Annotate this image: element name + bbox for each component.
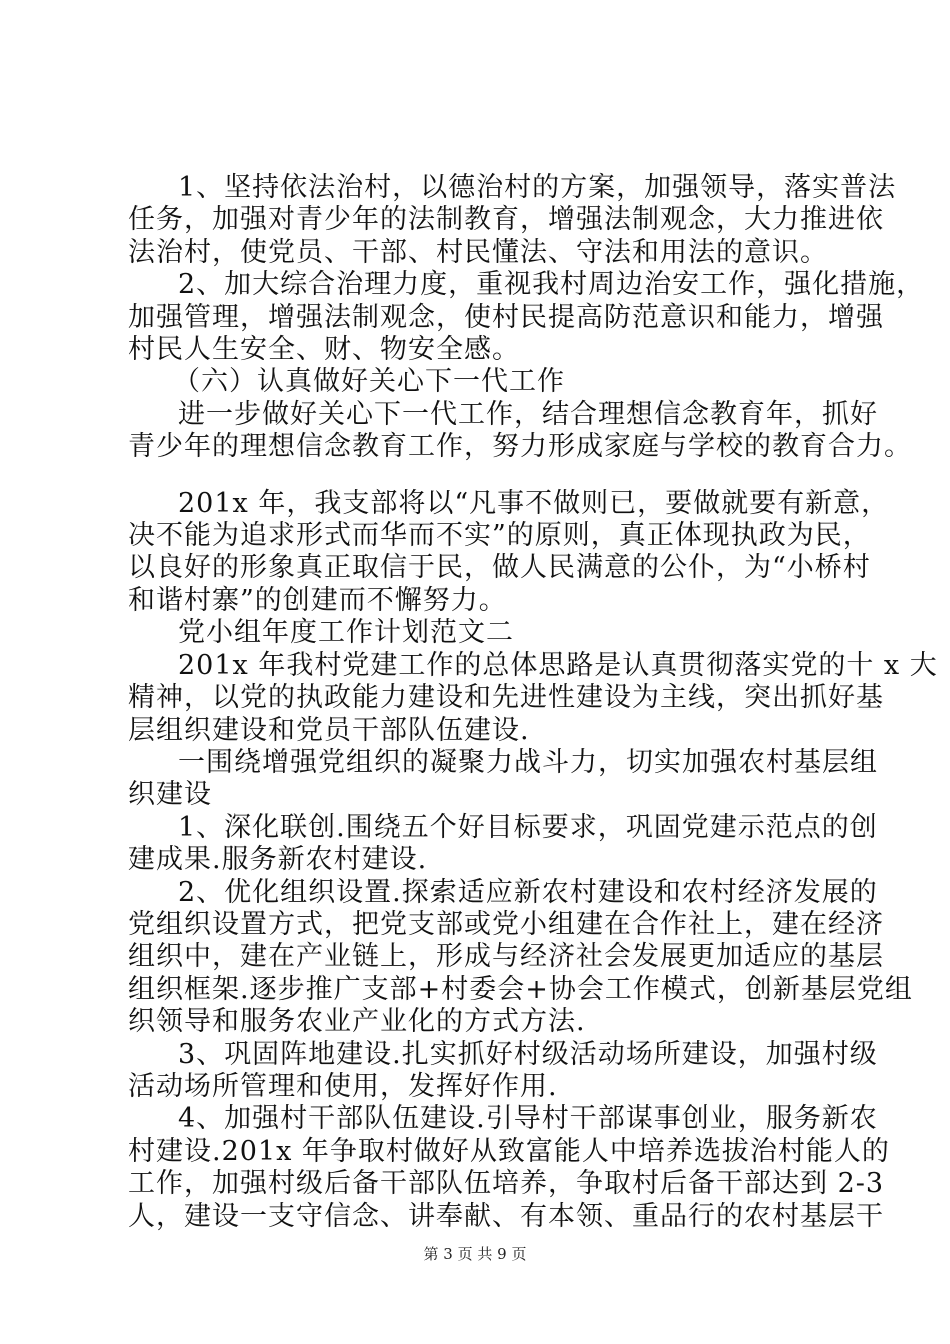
paragraph-line: 任务，加强对青少年的法制教育，增强法制观念，大力推进依	[128, 204, 884, 236]
paragraph-gap	[128, 464, 838, 488]
paragraph-line: 1、深化联创.围绕五个好目标要求，巩固党建示范点的创	[178, 811, 878, 843]
paragraph-line: 活动场所管理和使用，发挥好作用.	[128, 1070, 558, 1102]
paragraph-line: 2、优化组织设置.探索适应新农村建设和农村经济发展的	[178, 876, 878, 908]
paragraph-line: 2、加大综合治理力度，重视我村周边治安工作，强化措施，	[178, 269, 925, 301]
paragraph-line: 建成果.服务新农村建设.	[128, 844, 428, 876]
paragraph-line: 工作，加强村级后备干部队伍培养，争取村后备干部达到 2-3	[128, 1168, 885, 1200]
section-title: 党小组年度工作计划范文二	[178, 617, 514, 649]
page-footer	[0, 1243, 950, 1264]
paragraph-line: 201x 年我村党建工作的总体思路是认真贯彻落实党的十 x 大	[178, 649, 938, 681]
paragraph-line: 组织中，建在产业链上，形成与经济社会发展更加适应的基层	[128, 941, 884, 973]
paragraph-line: 进一步做好关心下一代工作，结合理想信念教育年，抓好	[178, 398, 878, 430]
paragraph-line: 青少年的理想信念教育工作，努力形成家庭与学校的教育合力。	[128, 431, 912, 463]
paragraph-line: 村民人生安全、财、物安全感。	[128, 334, 520, 366]
paragraph-line: 以良好的形象真正取信于民，做人民满意的公仆，为“小桥村	[128, 552, 871, 584]
paragraph-line: 法治村，使党员、干部、村民懂法、守法和用法的意识。	[128, 236, 828, 268]
paragraph-line: 201x 年，我支部将以“凡事不做则已，要做就要有新意，	[178, 487, 890, 519]
paragraph-line: 精神，以党的执政能力建设和先进性建设为主线，突出抓好基	[128, 682, 884, 714]
paragraph-line: 3、巩固阵地建设.扎实抓好村级活动场所建设，加强村级	[178, 1038, 878, 1070]
paragraph-line: 人，建设一支守信念、讲奉献、有本领、重品行的农村基层干	[128, 1200, 884, 1232]
section-heading: （六）认真做好关心下一代工作	[173, 366, 565, 398]
paragraph-line: 党组织设置方式，把党支部或党小组建在合作社上，建在经济	[128, 908, 884, 940]
page-number-label: 第 3 页 共 9 页	[423, 1245, 527, 1263]
paragraph-line: 织领导和服务农业产业化的方式方法.	[128, 1006, 586, 1038]
paragraph-line: 决不能为追求形式而华而不实”的原则，真正体现执政为民，	[128, 520, 871, 552]
paragraph-line: 和谐村寨”的创建而不懈努力。	[128, 584, 507, 616]
paragraph-line: 织建设	[128, 779, 212, 811]
paragraph-line: 一围绕增强党组织的凝聚力战斗力，切实加强农村基层组	[178, 746, 878, 778]
paragraph-line: 4、加强村干部队伍建设.引导村干部谋事创业，服务新农	[178, 1103, 878, 1135]
paragraph-line: 加强管理，增强法制观念，使村民提高防范意识和能力，增强	[128, 301, 884, 333]
paragraph-line: 组织框架.逐步推广支部+村委会+协会工作模式，创新基层党组	[128, 973, 913, 1005]
document-body	[128, 172, 938, 1233]
paragraph-line: 村建设.201x 年争取村做好从致富能人中培养选拔治村能人的	[128, 1135, 890, 1167]
paragraph-line: 1、坚持依法治村，以德治村的方案，加强领导，落实普法	[178, 172, 897, 203]
paragraph-line: 层组织建设和党员干部队伍建设.	[128, 714, 530, 746]
